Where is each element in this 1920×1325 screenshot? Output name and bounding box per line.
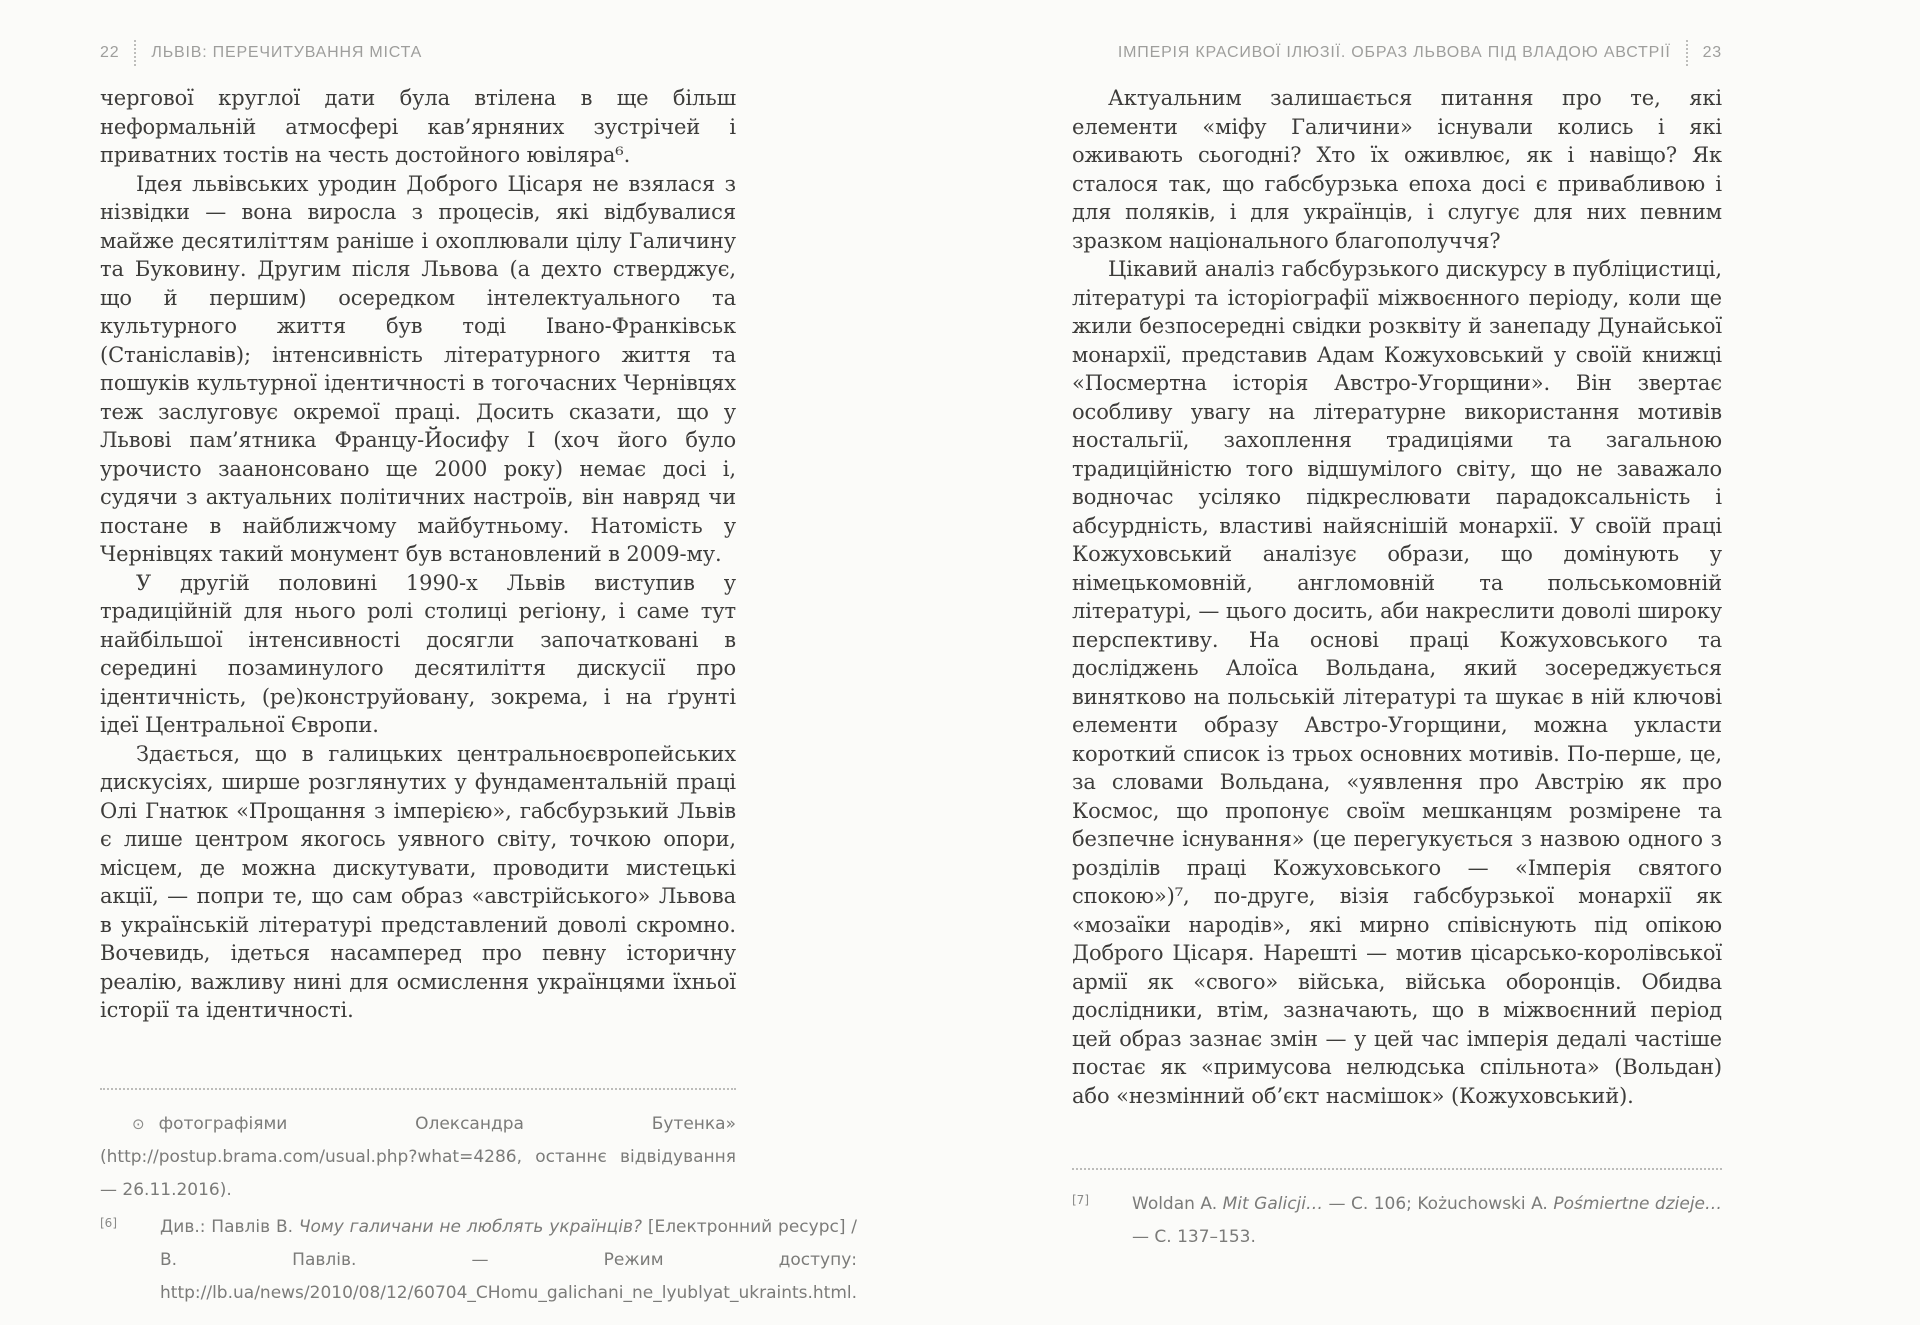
right-body-text [1072, 84, 1722, 1110]
right-header-title: ІМПЕРІЯ КРАСИВОЇ ІЛЮЗІЇ. ОБРАЗ ЛЬВОВА ПІД ВЛАДОЮ АВСТРІЇ [1117, 44, 1671, 61]
footnote-text-italic: Чому галичани не люблять українців? [298, 1217, 642, 1237]
footnote-continuation [100, 1108, 736, 1207]
footnote-continuation-text: фотографіями Олександра Бутенка» (http://postup.brama.com/usual.php?what=4286, останнє відвідування — 26.11.2016). [100, 1114, 736, 1200]
footnote-7 [1072, 1188, 1722, 1254]
right-page [1072, 0, 1722, 1325]
footnote-6-label: [6] [100, 1216, 117, 1230]
footnote-text-part: — С. 106; Kożuchowski A. [1323, 1194, 1554, 1214]
footnote-text-part: — С. 137–153. [1132, 1227, 1256, 1247]
paragraph: Ідея львівських уродин Доброго Цісаря не взялася з нізвідки — вона виросла з процесів, які відбувалися майже десятиліттям раніше і охоплювали цілу Галичину та Буковину. Другим після Львова (а дехто стверджує, що й першим) осередком інтелектуального та культурного життя був тоді Івано-Франківськ (Станіславів); інтенсивність літературного життя та пошуків культурної ідентичності в тогочасних Чернівцях теж заслуговує окремої праці. Досить сказати, що у Львові пам’ятника Францу-Йосифу І (хоч його було урочисто заанонсовано ще 2000 року) немає досі і, судячи з актуальних політичних настроїв, він навряд чи постане в найближчому майбутньому. Натомість у Чернівцях такий монумент був встановлений в 2009-му. [100, 171, 736, 566]
dotted-divider-icon [134, 40, 136, 66]
footnote-7-text [1132, 1188, 1722, 1254]
left-running-head [100, 40, 736, 66]
left-header-title: ЛЬВІВ: ПЕРЕЧИТУВАННЯ МІСТА [151, 44, 423, 61]
paragraph: чергової круглої дати була втілена в ще більш неформальній атмосфері кав’ярняних зустрічей і приватних тостів на честь достойного ювіляра⁶. [100, 86, 736, 167]
paragraph: Цікавий аналіз габсбурзького дискурсу в публіцистиці, літературі та історіографії міжвоєнного періоду, коли ще жили безпосередні свідки розквіту й занепаду Дунайської монархії, представив Адам Кожуховський у своїй книжці «Посмертна історія Австро-Угорщини». Він звертає особливу увагу на літературне використання мотивів ностальгії, захоплення традиціями та загальною традиційністю того відшумілого світу, що не заважало водночас усіляко підкреслювати парадоксальність і абсурдність, властиві найяснішій монархії. У своїй праці Кожуховський аналізує образи, що домінують у німецькомовній, англомовній та польськомовній літературі, — цього досить, аби накреслити доволі широку перспективу. На основі праці Кожуховського та досліджень Алоїса Вольдана, який зосереджується винятково на польській літературі та шукає в ній ключові елементи образу Австро-Угорщини, можна укласти короткий список із трьох основних мотивів. По-перше, це, за словами Вольдана, «уявлення про Австрію як про Космос, що пропонує своїм мешканцям розмірене та безпечне існування» (це перегукується з назвою одного з розділів праці Кожуховського — «Імперія святого спокою»)⁷, по-друге, візія габсбурзької монархії як «мозаїки народів», які мирно співіснують під опікою Доброго Цісаря. Нарешті — мотив цісарсько-королівської армії як «свого» війська, війська оборонців. Обидва дослідники, втім, зазначають, що в міжвоєнний період цей образ зазнає змін — у цей час імперія дедалі частіше постає як «примусова нелюдська спільнота» (Вольдан) або «незмінний об’єкт насмішок» (Кожуховський). [1072, 257, 1722, 1108]
left-page-number: 22 [100, 44, 120, 61]
footnote-rule [100, 1088, 736, 1090]
footnote-text-part: [Електронний ресурс] / В. Павлів. — Режим доступу: http://lb.ua/news/2010/08/12/60704_CHomu_galichani_ne_lyublyat_ukraints.html. [160, 1217, 858, 1303]
left-page [100, 0, 858, 1325]
continuation-marker-icon: ⊙ [132, 1115, 145, 1133]
footnote-text-part: Woldan A. [1132, 1194, 1223, 1214]
footnote-7-label: [7] [1072, 1193, 1089, 1207]
right-page-number: 23 [1702, 44, 1722, 61]
footnote-text-italic: Pośmiertne dzieje… [1553, 1194, 1723, 1214]
dotted-divider-icon [1686, 40, 1688, 66]
footnote-6-text [160, 1211, 857, 1310]
paragraph: Актуальним залишається питання про те, які елементи «міфу Галичини» існували колись і які оживають сьогодні? Хто їх оживлює, як і навіщо? Як сталося так, що габсбурзька епоха досі є привабливою і для поляків, і для українців, і слугує для них певним зразком національного благополуччя? [1072, 86, 1722, 253]
footnote-text-part: Див.: Павлів В. [160, 1217, 299, 1237]
paragraph: Здається, що в галицьких центральноєвропейських дискусіях, ширше розглянутих у фундаментальній праці Олі Гнатюк «Прощання з імперією», габсбурзький Львів є лише центром якогось уявного світу, точкою опори, місцем, де можна дискутувати, проводити мистецькі акції, — попри те, що сам образ «австрійського» Львова в українській літературі представлений доволі скромно. Вочевидь, ідеться насамперед про певну історичну реалію, важливу нині для осмислення українцями їхньої історії та ідентичності. [100, 741, 736, 1022]
footnote-rule [1072, 1168, 1722, 1170]
left-footnotes [100, 1088, 858, 1310]
paragraph: У другій половині 1990-х Львів виступив у традиційній для нього ролі столиці регіону, і саме тут найбільшої інтенсивності досягли започатковані в середині позаминулого десятиліття дискусії про ідентичність, (ре)конструйовану, зокрема, і на ґрунті ідеї Центральної Європи. [100, 570, 736, 737]
left-body-text [100, 84, 736, 1025]
right-footnotes [1072, 1168, 1722, 1254]
right-running-head [1072, 40, 1722, 66]
footnote-text-italic: Mit Galicji… [1222, 1194, 1323, 1214]
footnote-6 [100, 1211, 858, 1310]
